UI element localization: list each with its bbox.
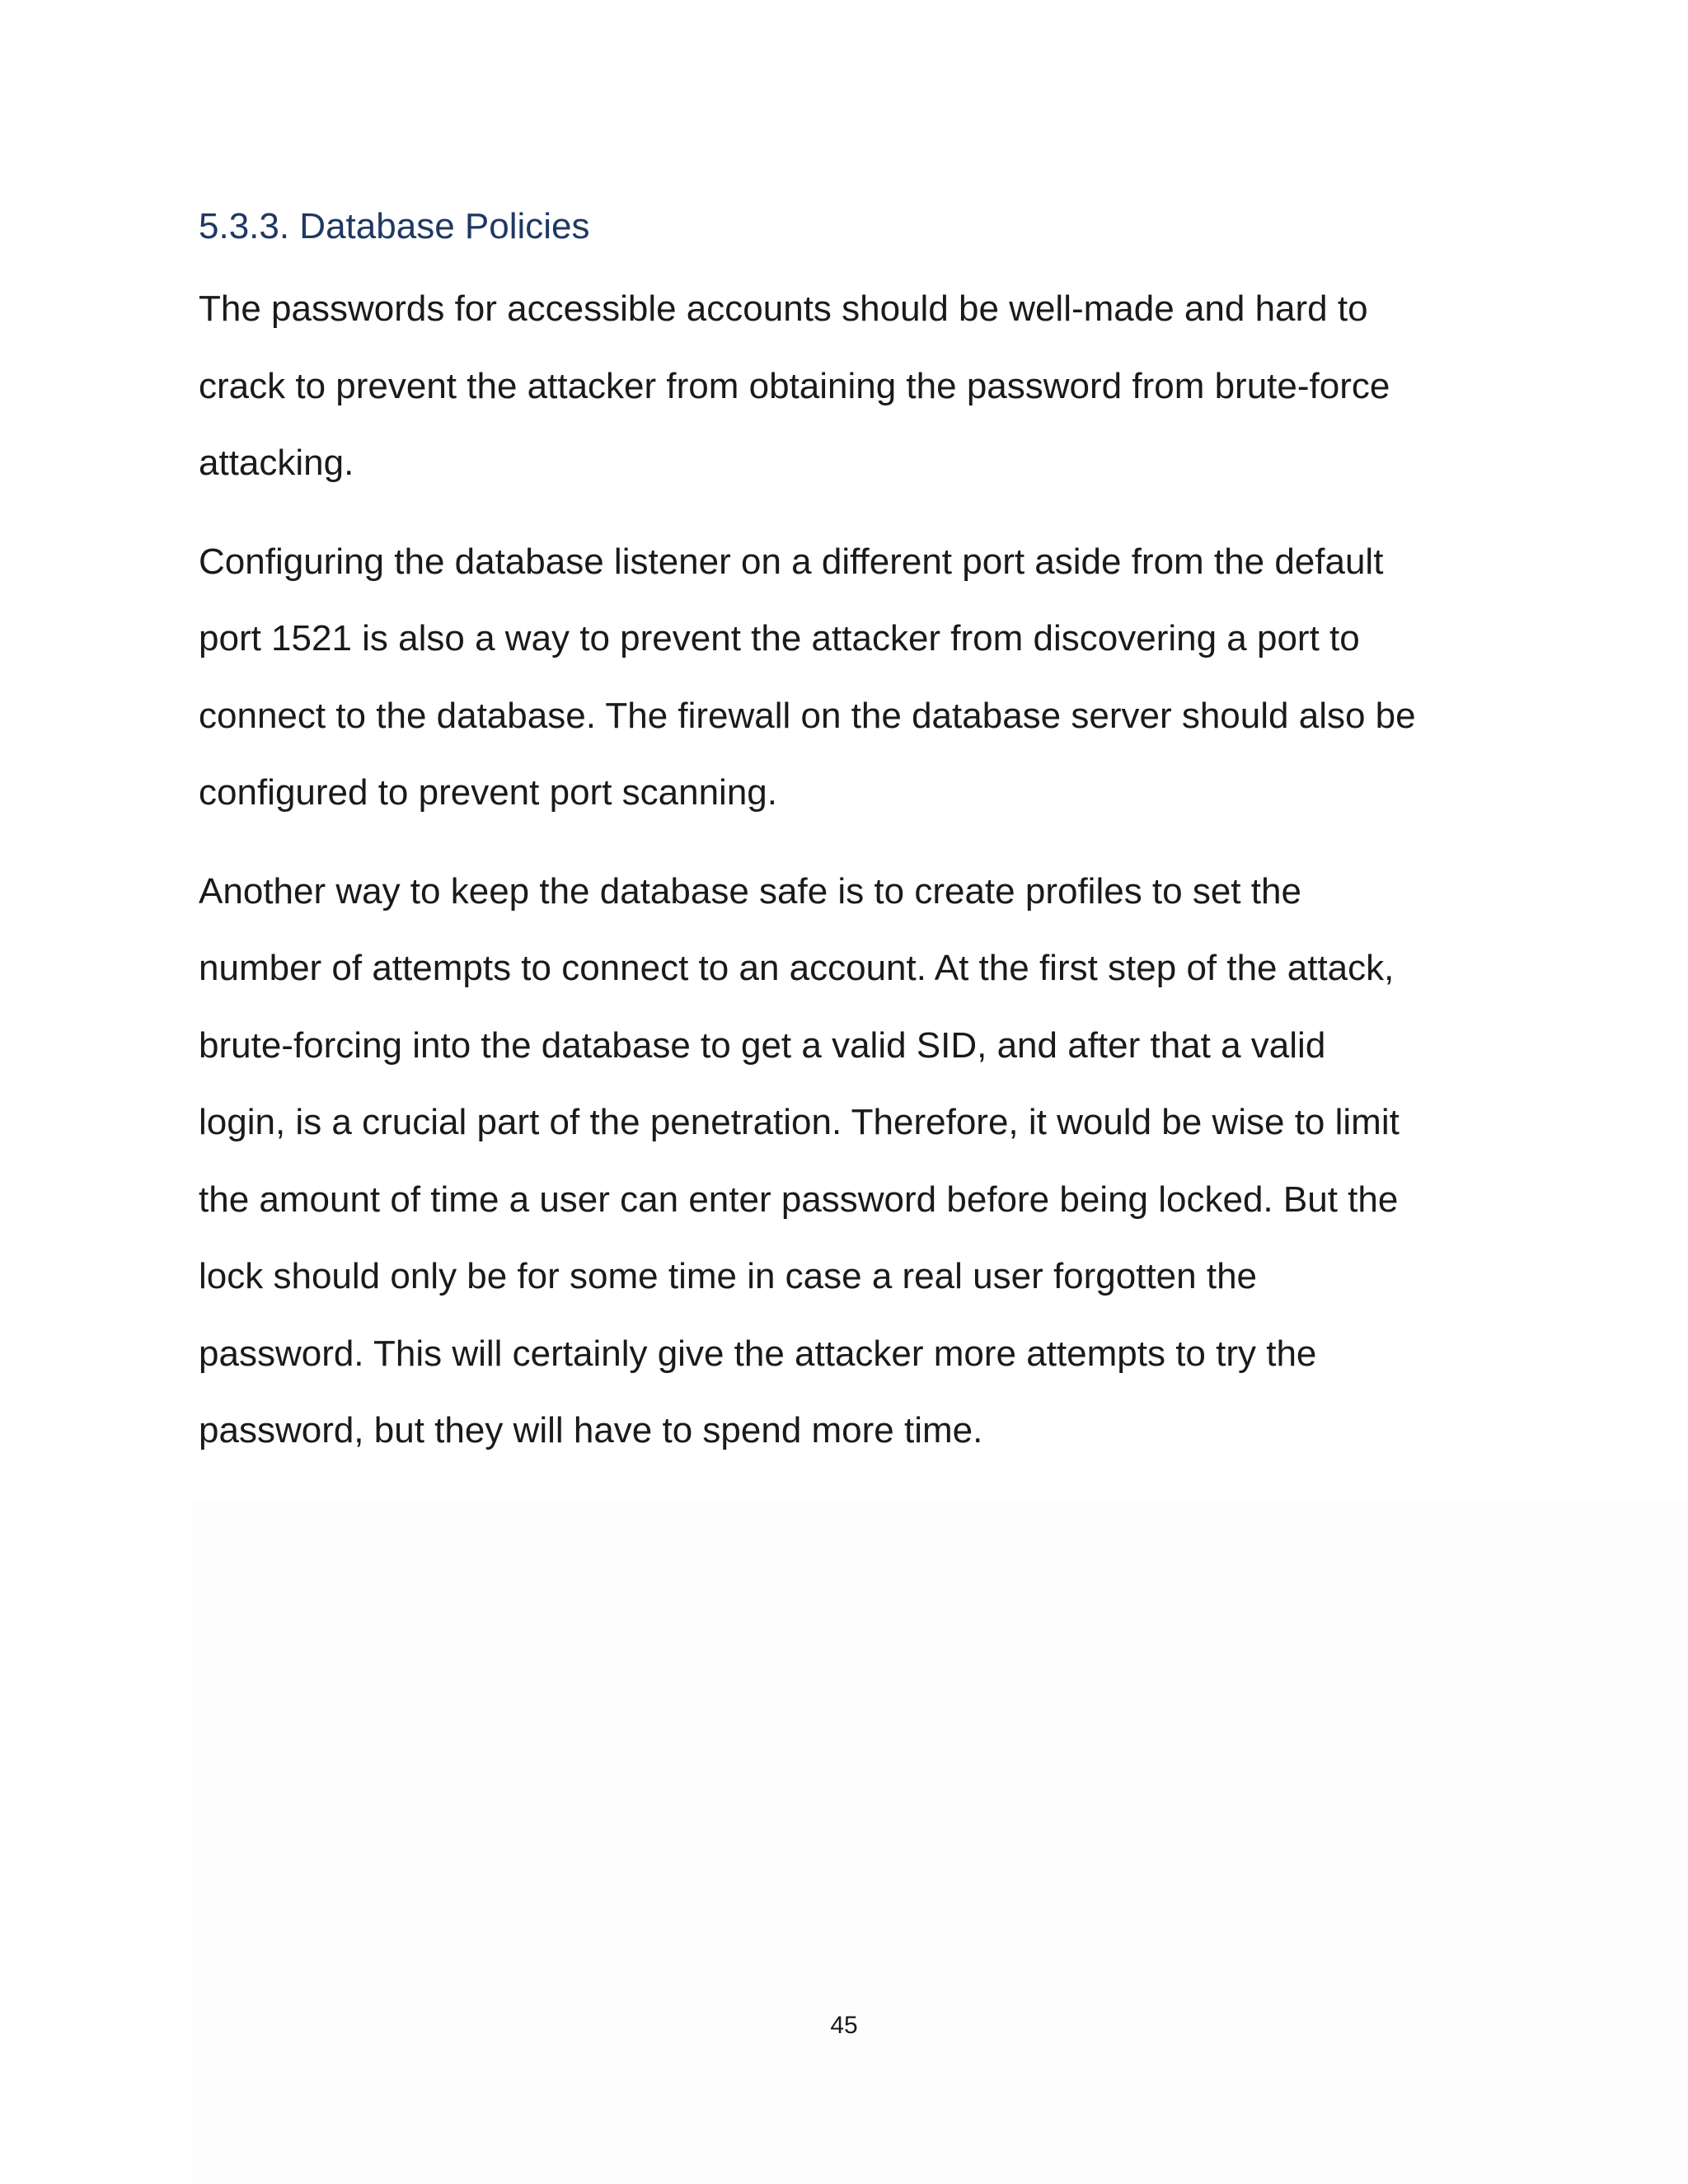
paragraph-line: lock should only be for some time in case a real user forgotten the bbox=[199, 1256, 1258, 1296]
section-heading: 5.3.3. Database Policies bbox=[199, 206, 590, 246]
paragraph-line: crack to prevent the attacker from obtaining the password from brute-force bbox=[199, 365, 1390, 406]
paragraph-line: Configuring the database listener on a different port aside from the default bbox=[199, 541, 1384, 582]
page-number: 45 bbox=[830, 2012, 858, 2039]
paragraph-listener-port bbox=[199, 523, 1534, 832]
paragraph-line: connect to the database. The firewall on the database server should also be bbox=[199, 695, 1416, 736]
page-content bbox=[199, 198, 1534, 1469]
paragraph-line: password, but they will have to spend more time. bbox=[199, 1410, 983, 1451]
paragraph-line: The passwords for accessible accounts should be well-made and hard to bbox=[199, 288, 1368, 329]
paragraph-line: Another way to keep the database safe is to create profiles to set the bbox=[199, 870, 1301, 912]
paragraph-login-profiles bbox=[199, 853, 1534, 1469]
paragraph-line: attacking. bbox=[199, 443, 354, 483]
paragraph-line: brute-forcing into the database to get a valid SID, and after that a valid bbox=[199, 1024, 1326, 1066]
page-background-shade bbox=[194, 1500, 1688, 2184]
paragraph-line: number of attempts to connect to an account. At the first step of the attack, bbox=[199, 948, 1395, 988]
paragraph-line: configured to prevent port scanning. bbox=[199, 772, 778, 813]
paragraph-line: login, is a crucial part of the penetration. Therefore, it would be wise to limit bbox=[199, 1102, 1400, 1142]
paragraph-password-policy bbox=[199, 270, 1534, 502]
paragraph-line: password. This will certainly give the attacker more attempts to try the bbox=[199, 1333, 1317, 1374]
paragraph-line: the amount of time a user can enter password before being locked. But the bbox=[199, 1179, 1399, 1220]
paragraph-line: port 1521 is also a way to prevent the attacker from discovering a port to bbox=[199, 618, 1360, 658]
